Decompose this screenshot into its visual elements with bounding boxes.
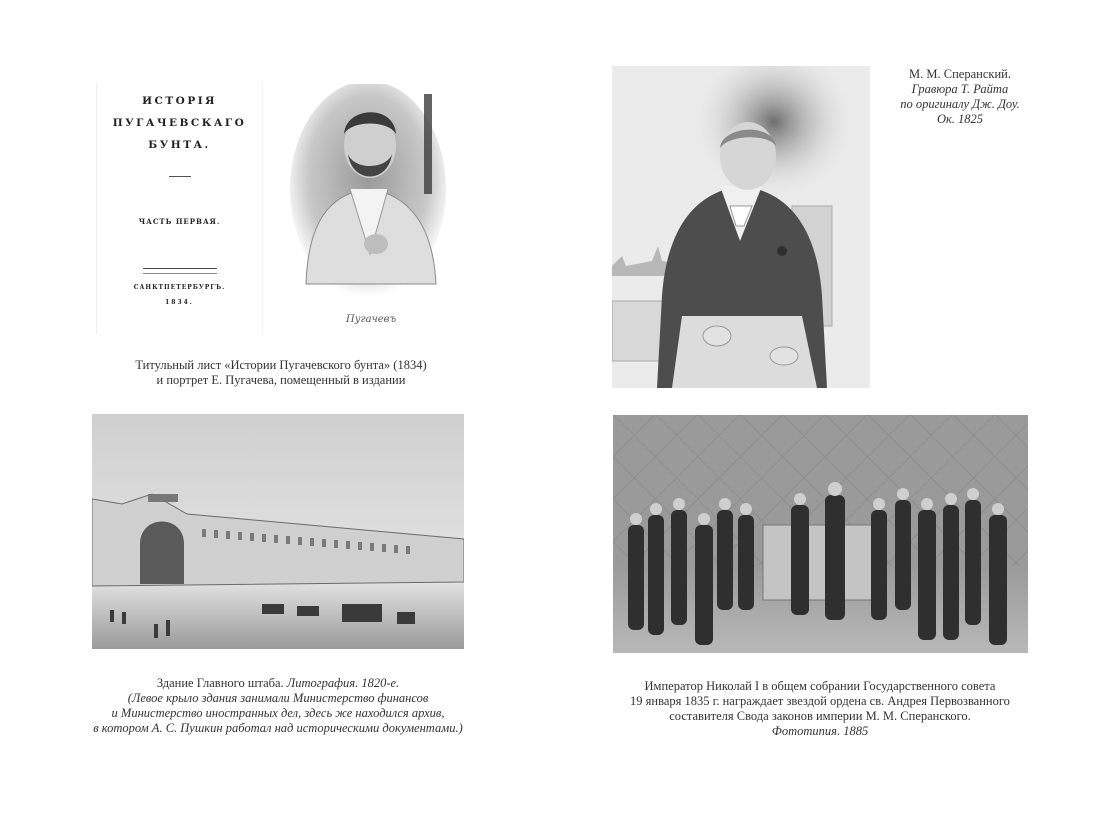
title-year: 1834. — [165, 299, 194, 306]
caption-nicholas-line-4: Фототипия. 1885 — [771, 724, 869, 738]
title-line-2: ПУГАЧЕВСКАГО — [112, 117, 247, 129]
caption-speransky-line-1: М. М. Сперанский. — [909, 67, 1011, 81]
caption-nicholas-line-3: составителя Свода законов империи М. М. Сперанского. — [669, 709, 971, 723]
title-line-3: БУНТА. — [148, 139, 211, 151]
caption-speransky-line-4: Ок. 1825 — [936, 112, 984, 126]
caption-general-staff — [76, 676, 480, 736]
title-city: САНКТПЕТЕРБУРГЪ. — [133, 284, 226, 291]
caption-general-staff-line-1 — [76, 676, 480, 691]
title-rule — [169, 176, 191, 177]
caption-nicholas-line-2: 19 января 1835 г. награждает звездой ордена св. Андрея Первозванного — [630, 694, 1010, 708]
pugachev-portrait-image — [288, 84, 448, 299]
caption-pugachev-line-2: и портрет Е. Пугачева, помещенный в издании — [156, 373, 406, 387]
speransky-portrait-image — [612, 66, 870, 388]
caption-nicholas-line-1: Император Николай I в общем собрании Государственного совета — [644, 679, 996, 693]
caption-pugachev — [96, 358, 466, 388]
caption-general-staff-line-4: в котором А. С. Пушкин работал над историческими документами.) — [93, 721, 463, 735]
pugachev-engraving-illustration — [288, 84, 448, 299]
caption-general-staff-line-3: и Министерство иностранных дел, здесь же находился архив, — [111, 706, 445, 720]
caption-speransky — [880, 67, 1040, 127]
caption-general-staff-title: Здание Главного штаба. — [156, 676, 287, 690]
caption-speransky-line-3: по оригиналу Дж. Доу. — [900, 97, 1020, 111]
state-council-illustration — [613, 415, 1028, 653]
caption-nicholas — [600, 679, 1040, 739]
caption-general-staff-line-2: (Левое крыло здания занимали Министерство финансов — [127, 691, 429, 705]
pugachev-signature: Пугачевъ — [346, 314, 397, 325]
general-staff-illustration — [92, 414, 464, 649]
general-staff-lithograph-image — [92, 414, 464, 649]
title-page-image — [96, 84, 263, 334]
speransky-engraving-illustration — [612, 66, 870, 388]
title-part: ЧАСТЬ ПЕРВАЯ. — [138, 217, 221, 226]
caption-general-staff-technique: Литография. 1820-е. — [286, 676, 400, 690]
title-line-1: ИСТОРІЯ — [142, 95, 217, 107]
title-ornament — [143, 268, 217, 274]
caption-pugachev-line-1: Титульный лист «Истории Пугачевского бунта» (1834) — [135, 358, 427, 372]
state-council-phototype-image — [613, 415, 1028, 653]
caption-speransky-line-2: Гравюра Т. Райта — [911, 82, 1009, 96]
